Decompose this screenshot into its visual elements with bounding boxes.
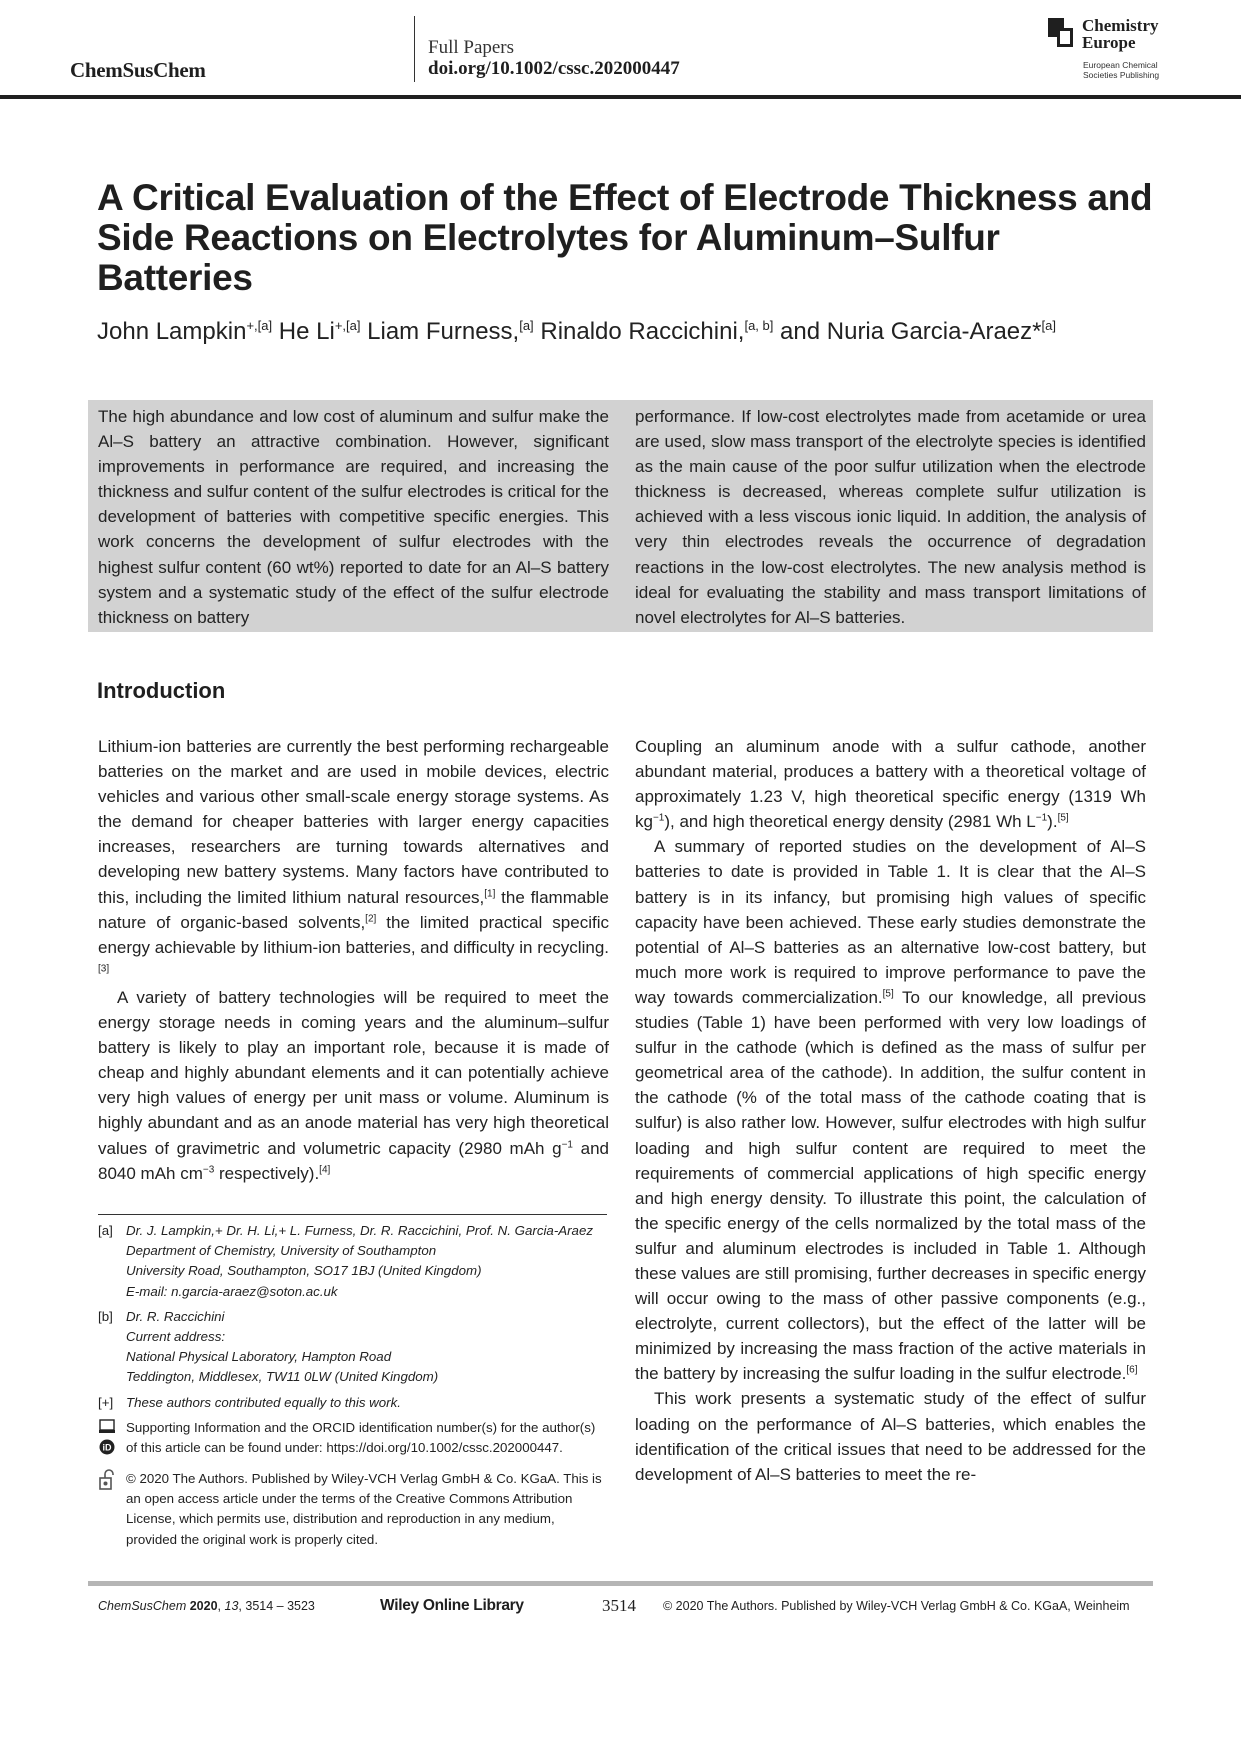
exponent: −1 bbox=[1035, 812, 1048, 824]
author-name: Liam Furness, bbox=[367, 318, 520, 345]
header-divider bbox=[414, 16, 415, 82]
affiliation-b bbox=[98, 1307, 608, 1388]
footer-year: 2020 bbox=[189, 1599, 218, 1613]
text-run: ). bbox=[1047, 812, 1058, 832]
header-rule bbox=[0, 95, 1241, 99]
author-name: and Nuria Garcia-Araez* bbox=[780, 318, 1042, 345]
page-number: 3514 bbox=[602, 1596, 636, 1615]
footer-journal: ChemSusChem bbox=[98, 1599, 187, 1613]
chemistry-europe-logo-icon bbox=[1048, 18, 1074, 48]
publisher-logo-name bbox=[1082, 17, 1158, 51]
open-access-note bbox=[98, 1469, 608, 1550]
author-list bbox=[97, 318, 1056, 346]
footnote-marker: [b] bbox=[98, 1308, 113, 1324]
text-run: Lithium-ion batteries are currently the best performing rechargeable batteries on the market and are used in mobile devices, electric vehicles and various other small-scale energy storage systems. As the demand for cheaper batteries with larger energy capacities increases, researchers are turning towards alternatives and developing new battery systems. Many factors have contributed to this, including the limited lithium natural resources, bbox=[98, 737, 609, 907]
publisher-sub-line1: European Chemical bbox=[1083, 60, 1158, 70]
affiliation-line: Department of Chemistry, University of Southampton bbox=[126, 1243, 437, 1259]
svg-text:iD: iD bbox=[102, 1442, 112, 1453]
email-link[interactable]: E-mail: n.garcia-araez@soton.ac.uk bbox=[126, 1283, 338, 1299]
abstract-right-column bbox=[635, 404, 1146, 630]
citation-link[interactable]: [5] bbox=[1057, 812, 1069, 824]
article-title: A Critical Evaluation of the Effect of Electrode Thickness and Side Reactions on Electrolytes for Aluminum–Sulfur Batteries bbox=[97, 177, 1153, 298]
footnote-marker: [+] bbox=[98, 1394, 114, 1410]
text-run: A variety of battery technologies will be required to meet the energy storage needs in coming years and the aluminum–sulfur battery is likely to play an important role, because it is made of cheap and highly abundant elements and it can potentially achieve very high values of energy per unit mass or volume. Aluminum is highly abundant and as an anode material has very high theoretical values of gravimetric and volumetric capacity (2980 mAh g bbox=[98, 987, 609, 1158]
paragraph: This work presents a systematic study of the effect of sulfur loading on the performance of Al–S batteries, which enables the identification of the critical issues that need to be addressed for the development of Al–S batteries to meet the re- bbox=[635, 1389, 1146, 1484]
affiliation-line: Dr. J. Lampkin,+ Dr. H. Li,+ L. Furness, Dr. R. Raccichini, Prof. N. Garcia-Araez bbox=[126, 1223, 593, 1238]
text-run: the limited practical specific energy achievable by lithium-ion batteries, and difficulty in recycling. bbox=[98, 912, 609, 957]
citation-link[interactable]: [1] bbox=[484, 887, 496, 899]
affiliation-a bbox=[98, 1221, 608, 1302]
footnote-marker: [a] bbox=[98, 1223, 113, 1238]
equal-contribution-text: These authors contributed equally to this work. bbox=[126, 1394, 401, 1410]
supporting-info-icon bbox=[98, 1418, 118, 1458]
author-affiliation: +,[a] bbox=[246, 318, 273, 333]
text-run: Coupling an aluminum anode with a sulfur cathode, another abundant material, produces a battery with a theoretical voltage of approximately 1.23 V, high theoretical specific energy (1319 Wh kg bbox=[635, 737, 1146, 832]
publisher-name-line1: Chemistry bbox=[1082, 16, 1159, 35]
publisher-name-line2: Europe bbox=[1082, 33, 1136, 52]
affiliation-line: National Physical Laboratory, Hampton Road bbox=[126, 1349, 392, 1365]
affiliation-line: Teddington, Middlesex, TW11 0LW (United Kingdom) bbox=[126, 1369, 439, 1385]
text-run: the flammable nature of organic-based solvents, bbox=[98, 887, 610, 932]
paragraph bbox=[98, 734, 609, 985]
exponent: −1 bbox=[652, 812, 665, 824]
body-left-column bbox=[98, 734, 609, 1186]
doi-link[interactable]: doi.org/10.1002/cssc.202000447 bbox=[428, 58, 680, 79]
paragraph bbox=[635, 734, 1146, 834]
author-affiliation: [a, b] bbox=[744, 318, 774, 333]
author-affiliation: +,[a] bbox=[334, 318, 361, 333]
footnote-rule bbox=[98, 1214, 607, 1215]
citation-link[interactable]: [2] bbox=[365, 913, 377, 924]
abstract-left-column bbox=[98, 404, 609, 630]
affiliation-line: Current address: bbox=[126, 1329, 226, 1345]
text-run: To our knowledge, all previous studies (Table 1) have been performed with very low loadings of sulfur in the cathode (which is defined as the mass of sulfur per geometrical area of the cathode). In addition, the sulfur content in the cathode (% of the total mass of the cathode coating that is sulfur) is also rather low. However, sulfur electrodes with high sulfur loading and high sulfur content are required to meet the requirements of commercial applications of high specific energy and high energy density. To illustrate this point, the calculation of the specific energy of the cells normalized by the total mass of the sulfur and aluminum electrodes is included in Table 1. Although these values are still promising, further decreases in specific energy will occur owing to the mass of other passive components (e.g., electrolyte, current collectors), but the effect of the latter will be minimized by increasing the mass fraction of the active materials in the battery by increasing the sulfur loading in the sulfur electrode. bbox=[635, 987, 1146, 1384]
text-run: respectively). bbox=[214, 1163, 320, 1183]
exponent: −3 bbox=[202, 1163, 215, 1175]
text-run: and 8040 mAh cm bbox=[98, 1138, 609, 1183]
text-run: ), and high theoretical energy density (2981 Wh L bbox=[664, 812, 1036, 832]
citation-link[interactable]: [6] bbox=[1126, 1364, 1138, 1376]
section-type: Full Papers bbox=[428, 37, 515, 58]
section-heading-introduction: Introduction bbox=[97, 678, 226, 703]
exponent: −1 bbox=[561, 1138, 573, 1150]
affiliation-line: Dr. R. Raccichini bbox=[126, 1308, 225, 1324]
text-run: A summary of reported studies on the development of Al–S batteries to date is provided in Table 1. It is clear that the Al–S battery is in its infancy, but promising high values of specific capacity have been achieved. These early studies demonstrate the potential of Al–S batteries as an alternative low-cost battery, but much more work is required to improve performance to pave the way towards commercialization. bbox=[635, 837, 1146, 1007]
publisher-logo-subtitle bbox=[1083, 60, 1159, 80]
supporting-info-text[interactable]: Supporting Information and the ORCID identification number(s) for the author(s) of this article can be found under: https://doi.org/10.1002/cssc.202000447. bbox=[126, 1419, 596, 1456]
open-access-text: © 2020 The Authors. Published by Wiley-VCH Verlag GmbH & Co. KGaA. This is an open access article under the terms of the Creative Commons Attribution License, which permits use, distribution and reproduction in any medium, provided the original work is properly cited. bbox=[126, 1471, 602, 1547]
author-name: John Lampkin bbox=[97, 318, 247, 345]
author-affiliation: [a] bbox=[519, 318, 534, 333]
equal-contribution-note bbox=[98, 1393, 608, 1413]
paragraph bbox=[635, 834, 1146, 1386]
abstract-text: performance. If low-cost electrolytes made from acetamide or urea are used, slow mass transport of the electrolyte species is identified as the main cause of the poor sulfur utilization when the electrode thickness is decreased, whereas complete sulfur utilization is achieved with a less viscous ionic liquid. In addition, the analysis of very thin electrodes reveals the occurrence of degradation reactions in the low-cost electrolytes. The new analysis method is ideal for evaluating the stability and mass transport limitations of novel electrolytes for Al–S batteries. bbox=[635, 407, 1146, 627]
footnotes bbox=[98, 1221, 608, 1555]
footer-rule bbox=[88, 1581, 1153, 1586]
author-name: Rinaldo Raccichini, bbox=[540, 318, 745, 345]
paragraph bbox=[98, 985, 609, 1186]
body-right-column bbox=[635, 734, 1146, 1487]
publisher-sub-line2: Societies Publishing bbox=[1083, 70, 1160, 80]
author-affiliation: [a] bbox=[1041, 318, 1056, 333]
footer-citation: ChemSusChem 2020, 13, 3514 – 3523 bbox=[98, 1599, 315, 1613]
footer-pages: 3514 – 3523 bbox=[245, 1599, 315, 1613]
citation-link[interactable]: [5] bbox=[882, 988, 894, 1000]
footer-volume: 13 bbox=[224, 1599, 239, 1613]
footer-copyright: © 2020 The Authors. Published by Wiley-VCH Verlag GmbH & Co. KGaA, Weinheim bbox=[663, 1599, 1130, 1613]
abstract-text: The high abundance and low cost of aluminum and sulfur make the Al–S battery an attractive combination. However, significant improvements in performance are required, and increasing the thickness and sulfur content of the sulfur electrodes is critical for the development of batteries with competitive specific energies. This work concerns the development of sulfur electrodes with the highest sulfur content (60 wt%) reported to date for an Al–S battery system and a systematic study of the effect of the sulfur electrode thickness on battery bbox=[98, 407, 609, 627]
citation-link[interactable]: [4] bbox=[319, 1163, 331, 1175]
journal-name: ChemSusChem bbox=[70, 58, 206, 82]
citation-link[interactable]: [3] bbox=[98, 963, 110, 975]
open-access-lock-icon bbox=[98, 1469, 118, 1491]
wiley-online-library-link[interactable]: Wiley Online Library bbox=[380, 1597, 524, 1614]
supporting-info-note bbox=[98, 1418, 608, 1464]
author-name: He Li bbox=[278, 318, 335, 345]
affiliation-line: University Road, Southampton, SO17 1BJ (United Kingdom) bbox=[126, 1263, 482, 1279]
